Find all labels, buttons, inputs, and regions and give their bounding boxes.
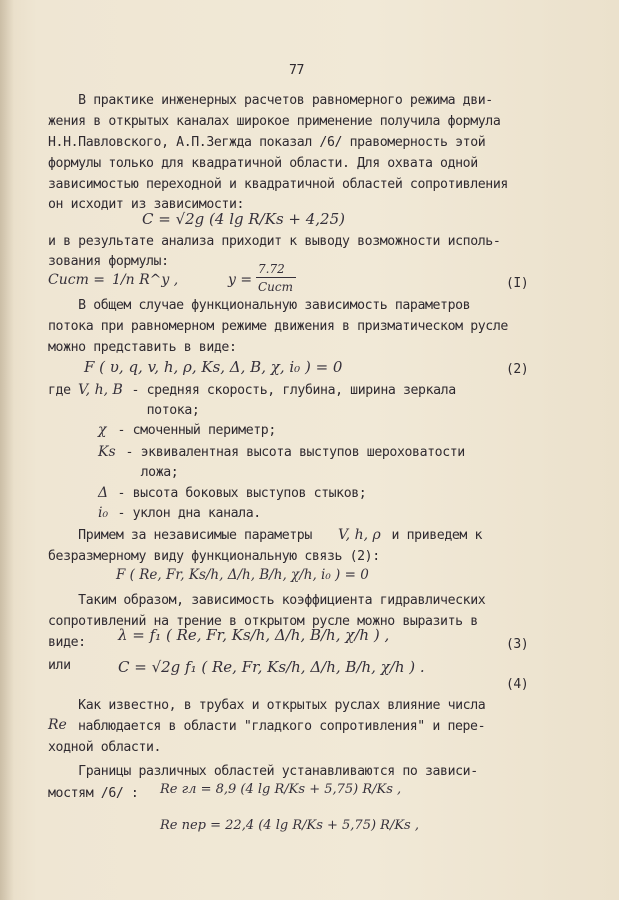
text-line: зависимостью переходной и квадратичной областей сопротивления [48,177,508,192]
variable-delta: Δ [98,485,109,501]
variable-ks: Ks [98,444,116,460]
text-line: сопротивлений на трение в открытом русле можно выразить в [48,614,478,629]
text-line: наблюдается в области "гладкого сопротивления" и пере- [78,719,486,734]
y-fraction-denominator: Cист [258,280,294,294]
chezy-formula: C = √2g (4 lg R/Ks + 4,25) [142,210,345,228]
page-number: 77 [289,63,305,78]
text-line: ходной области. [48,740,162,755]
text-line: Таким образом, зависимость коэффициента гидравлических [48,593,486,608]
lambda-formula: λ = f₁ ( Re, Fr, Ks/h, Δ/h, B/h, χ/h ) , [118,626,390,644]
reynolds-symbol: Re [48,717,67,733]
text-line: или [48,658,71,673]
y-lhs: y = [228,272,253,288]
text-line: жения в открытых каналах широкое применение получила формула [48,114,501,129]
chezy2-formula: C = √2g f₁ ( Re, Fr, Ks/h, Δ/h, B/h, χ/h ) . [118,658,425,676]
text-line: - уклон дна канала. [110,506,261,521]
variable-i0: i₀ [98,505,109,521]
equation-number: (4) [506,677,529,692]
variables-vhb: V, h, B [78,382,123,398]
text-line: потока при равномерном режиме движения в призматическом русле [48,319,508,334]
binding-shadow [0,0,14,900]
equation-number: (I) [506,276,529,291]
text-line: мостям /6/ : [48,786,139,801]
text-line: можно представить в виде: [48,340,237,355]
text-line: - высота боковых выступов стыков; [110,486,367,501]
text-line: Н.Н.Павловского, А.П.Зегжда показал /6/ правомерность этой [48,135,486,150]
dimensionless-formula: F ( Re, Fr, Ks/h, Δ/h, B/h, χ/h, i₀ ) = 0 [116,567,369,583]
text-line: ложа; [118,465,179,480]
manning-rhs: 1/n R^y , [112,272,179,288]
text-line: где [48,383,71,398]
text-line: - смоченный периметр; [110,423,276,438]
text-line: Примем за независимые параметры [48,528,312,543]
equation-number: (3) [506,637,529,652]
text-line: он исходит из зависимости: [48,197,245,212]
y-fraction-numerator: 7.72 [258,262,285,276]
independent-params: V, h, ρ [338,527,381,543]
variable-chi: χ [98,422,107,438]
reynolds-smooth-formula: Re гл = 8,9 (4 lg R/Ks + 5,75) R/Ks , [160,782,402,797]
text-line: формулы только для квадратичной области. Для охвата одной [48,156,478,171]
text-line: и приведем к [384,528,483,543]
text-line: - эквивалентная высота выступов шероховатости [118,445,465,460]
text-line: В общем случае функциональную зависимость параметров [48,298,471,313]
function-formula: F ( υ, q, v, h, ρ, Ks, Δ, B, χ, i₀ ) = 0 [84,358,343,376]
text-line: безразмерному виду функциональную связь (2): [48,549,380,564]
text-line: зования формулы: [48,254,169,269]
text-line: Границы различных областей устанавливаются по зависи- [48,764,478,779]
equation-number: (2) [506,362,529,377]
text-line: - средняя скорость, глубина, ширина зеркала [124,383,456,398]
text-line: Как известно, в трубах и открытых руслах влияние числа [48,698,486,713]
manning-lhs: Cист = [48,272,106,288]
text-line: В практике инженерных расчетов равномерного режима дви- [48,93,493,108]
text-line: и в результате анализа приходит к выводу возможности исполь- [48,234,501,249]
reynolds-transition-formula: Re пер = 22,4 (4 lg R/Ks + 5,75) R/Ks , [160,818,419,833]
text-line: виде: [48,635,86,650]
text-line: потока; [124,403,200,418]
